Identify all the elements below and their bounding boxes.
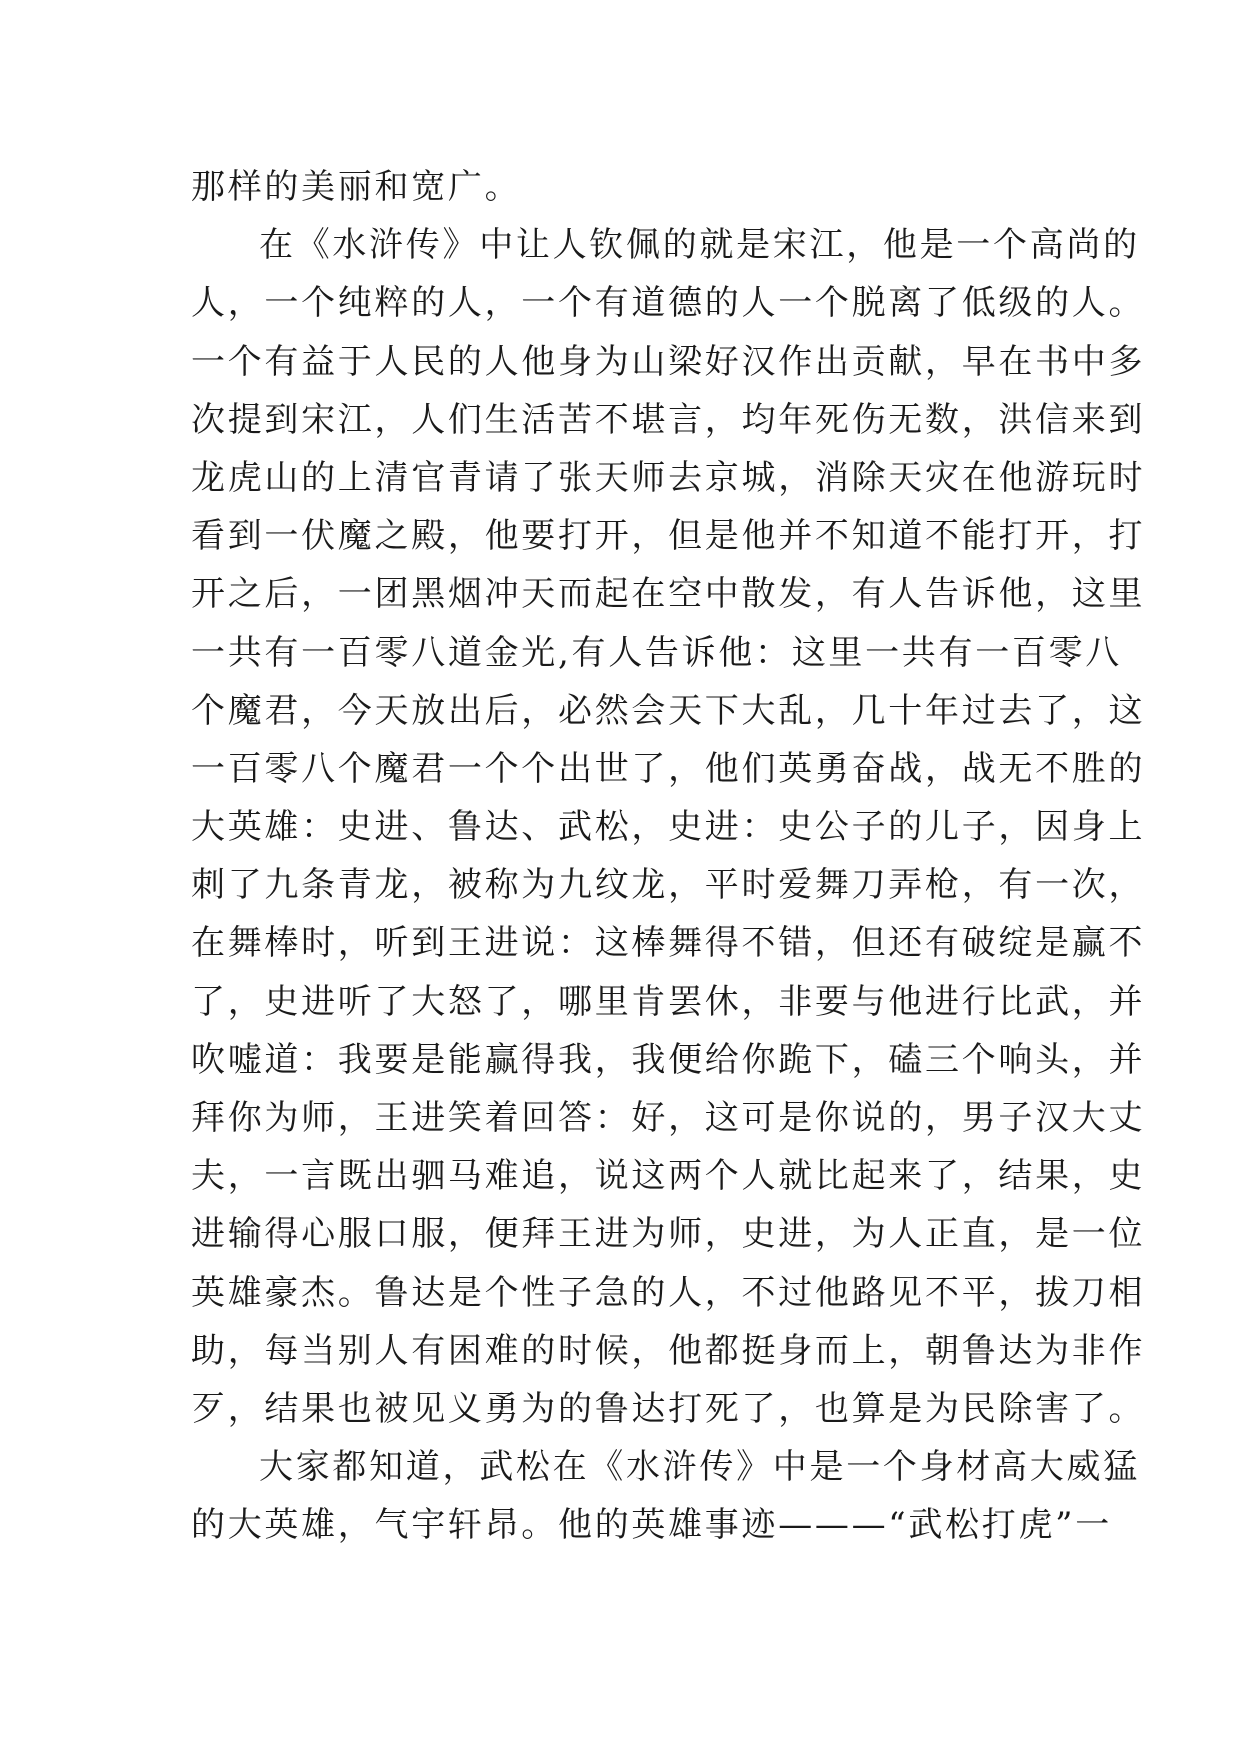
text-line: 龙虎山的上清官青请了张天师去京城，消除天灾在他游玩时 (191, 457, 1146, 498)
text-line: 次提到宋江，人们生活苦不堪言，均年死伤无数，洪信来到 (191, 399, 1146, 440)
text-line: 拜你为师，王进笑着回答：好，这可是你说的，男子汉大丈 (191, 1098, 1146, 1138)
text-line: 一个有益于人民的人他身为山梁好汉作出贡献，早在书中多 (191, 341, 1146, 382)
text-line: 一百零八个魔君一个个出世了，他们英勇奋战，战无不胜的 (191, 748, 1146, 789)
body-text (191, 158, 1146, 1555)
text-line: 进输得心服口服，便拜王进为师，史进，为人正直，是一位 (191, 1214, 1146, 1255)
text-line: 人，一个纯粹的人，一个有道德的人一个脱离了低级的人。 (191, 283, 1146, 324)
paragraph-start-line: 大家都知道，武松在《水浒传》中是一个身材高大威猛 (259, 1447, 1140, 1488)
text-line: 夫，一言既出驷马难追，说这两个人就比起来了，结果，史 (191, 1156, 1146, 1197)
text-line: 那样的美丽和宽广。 (191, 167, 522, 207)
text-line: 的大英雄，气宇轩昂。他的英雄事迹———“武松打虎”一 (191, 1505, 1112, 1546)
text-line: 歹，结果也被见义勇为的鲁达打死了，也算是为民除害了。 (191, 1388, 1146, 1429)
text-line: 个魔君，今天放出后，必然会天下大乱，几十年过去了，这 (191, 690, 1146, 731)
text-line: 英雄豪杰。鲁达是个性子急的人，不过他路见不平，拔刀相 (191, 1272, 1146, 1313)
text-line: 大英雄：史进、鲁达、武松，史进：史公子的儿子，因身上 (191, 807, 1146, 848)
text-line: 开之后，一团黑烟冲天而起在空中散发，有人告诉他，这里 (191, 574, 1146, 615)
text-line: 一共有一百零八道金光,有人告诉他：这里一共有一百零八 (191, 632, 1123, 673)
paragraph-start-line: 在《水浒传》中让人钦佩的就是宋江，他是一个高尚的 (259, 225, 1140, 266)
text-line: 了，史进听了大怒了，哪里肯罢休，非要与他进行比武，并 (191, 981, 1146, 1022)
text-line: 看到一伏魔之殿，他要打开，但是他并不知道不能打开，打 (191, 516, 1146, 557)
text-line: 助，每当别人有困难的时候，他都挺身而上，朝鲁达为非作 (191, 1330, 1146, 1371)
text-line: 吹嘘道：我要是能赢得我，我便给你跪下，磕三个响头，并 (191, 1039, 1146, 1080)
text-line: 刺了九条青龙，被称为九纹龙，平时爱舞刀弄枪，有一次， (191, 865, 1146, 906)
text-line: 在舞棒时，听到王进说：这棒舞得不错，但还有破绽是赢不 (191, 923, 1146, 964)
